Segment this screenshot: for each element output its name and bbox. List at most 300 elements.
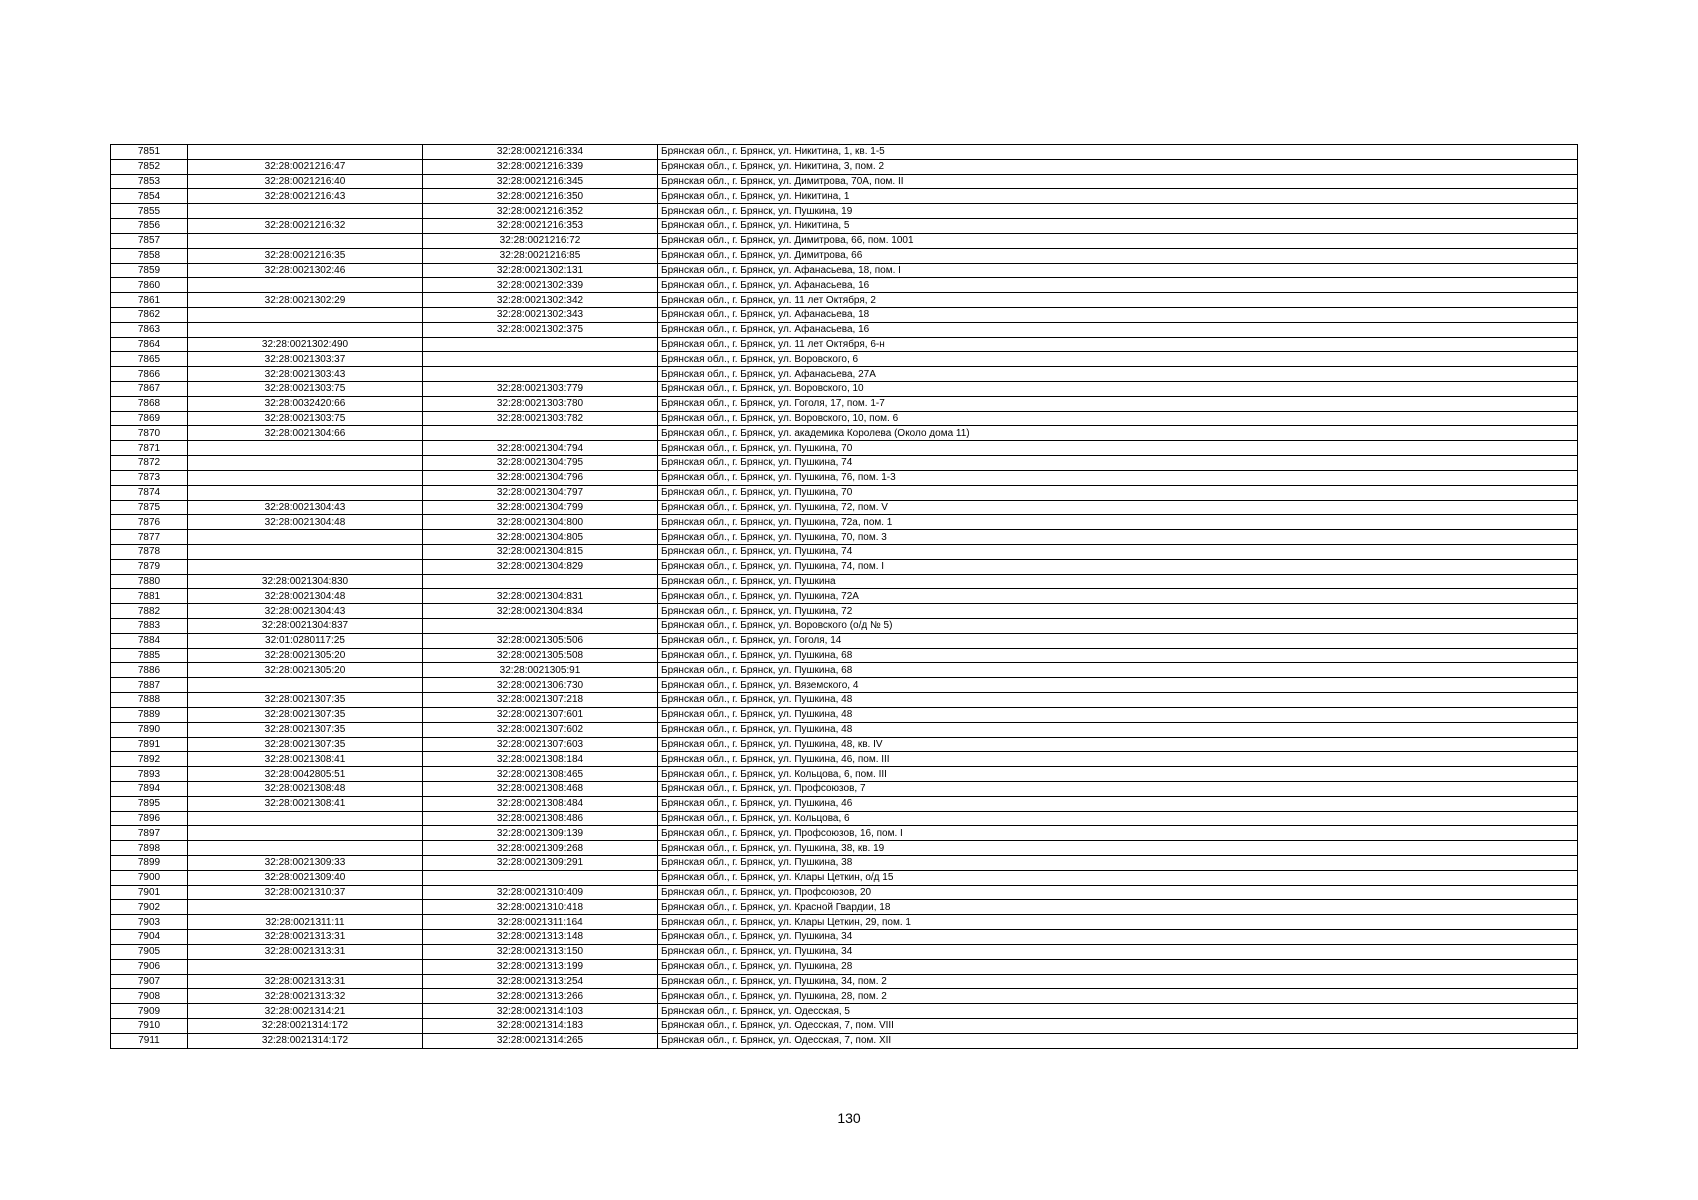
cadastral-number-cell: 32:28:0021216:43 [188, 189, 423, 204]
object-cadastral-number-cell [423, 870, 658, 885]
row-number-cell: 7855 [111, 204, 188, 219]
object-cadastral-number-cell: 32:28:0021216:352 [423, 204, 658, 219]
address-cell: Брянская обл., г. Брянск, ул. Пушкина, 48 [658, 722, 1578, 737]
table-row [111, 204, 1578, 219]
object-cadastral-number-cell: 32:28:0021308:486 [423, 811, 658, 826]
table-row [111, 337, 1578, 352]
cadastral-number-cell: 32:28:0021311:11 [188, 915, 423, 930]
table-row [111, 396, 1578, 411]
address-cell: Брянская обл., г. Брянск, ул. Пушкина, 46 [658, 796, 1578, 811]
object-cadastral-number-cell: 32:28:0021216:85 [423, 248, 658, 263]
object-cadastral-number-cell: 32:28:0021216:339 [423, 159, 658, 174]
row-number-cell: 7907 [111, 974, 188, 989]
object-cadastral-number-cell [423, 352, 658, 367]
address-cell: Брянская обл., г. Брянск, ул. Пушкина, 72, пом. V [658, 500, 1578, 515]
cadastral-number-cell: 32:28:0021308:48 [188, 781, 423, 796]
object-cadastral-number-cell: 32:28:0021304:795 [423, 456, 658, 471]
address-cell: Брянская обл., г. Брянск, ул. Пушкина, 34, пом. 2 [658, 974, 1578, 989]
table-row [111, 752, 1578, 767]
object-cadastral-number-cell: 32:28:0021304:800 [423, 515, 658, 530]
object-cadastral-number-cell: 32:28:0021310:409 [423, 885, 658, 900]
row-number-cell: 7888 [111, 693, 188, 708]
table-row [111, 382, 1578, 397]
cadastral-number-cell: 32:28:0021309:33 [188, 856, 423, 871]
address-cell: Брянская обл., г. Брянск, ул. 11 лет Октября, 6-н [658, 337, 1578, 352]
cadastral-number-cell [188, 826, 423, 841]
cadastral-number-cell: 32:01:0280117:25 [188, 633, 423, 648]
row-number-cell: 7880 [111, 574, 188, 589]
page-number: 130 [837, 1110, 861, 1126]
cadastral-number-cell [188, 811, 423, 826]
cadastral-number-cell: 32:28:0021216:47 [188, 159, 423, 174]
row-number-cell: 7904 [111, 930, 188, 945]
address-cell: Брянская обл., г. Брянск, ул. Пушкина, 46, пом. III [658, 752, 1578, 767]
address-cell: Брянская обл., г. Брянск, ул. Пушкина, 74, пом. I [658, 559, 1578, 574]
object-cadastral-number-cell: 32:28:0021304:815 [423, 544, 658, 559]
table-row [111, 1004, 1578, 1019]
object-cadastral-number-cell: 32:28:0021216:345 [423, 174, 658, 189]
object-cadastral-number-cell: 32:28:0021314:183 [423, 1018, 658, 1033]
table-row [111, 678, 1578, 693]
cadastral-number-cell: 32:28:0021302:29 [188, 293, 423, 308]
row-number-cell: 7905 [111, 944, 188, 959]
table-row [111, 470, 1578, 485]
object-cadastral-number-cell: 32:28:0021314:265 [423, 1033, 658, 1048]
address-cell: Брянская обл., г. Брянск, ул. Афанасьева, 18 [658, 307, 1578, 322]
address-cell: Брянская обл., г. Брянск, ул. Одесская, 5 [658, 1004, 1578, 1019]
cadastral-number-cell: 32:28:0021304:830 [188, 574, 423, 589]
row-number-cell: 7908 [111, 989, 188, 1004]
row-number-cell: 7899 [111, 856, 188, 871]
object-cadastral-number-cell: 32:28:0021302:131 [423, 263, 658, 278]
row-number-cell: 7870 [111, 426, 188, 441]
table-row [111, 707, 1578, 722]
table-row [111, 930, 1578, 945]
address-cell: Брянская обл., г. Брянск, ул. Афанасьева, 16 [658, 322, 1578, 337]
object-cadastral-number-cell: 32:28:0021313:148 [423, 930, 658, 945]
cadastral-number-cell: 32:28:0021307:35 [188, 707, 423, 722]
cadastral-number-cell: 32:28:0021310:37 [188, 885, 423, 900]
cadastral-number-cell: 32:28:0021309:40 [188, 870, 423, 885]
cadastral-number-cell [188, 959, 423, 974]
cadastral-number-cell: 32:28:0021304:837 [188, 619, 423, 634]
cadastral-number-cell: 32:28:0042805:51 [188, 767, 423, 782]
cadastral-number-cell [188, 278, 423, 293]
row-number-cell: 7866 [111, 367, 188, 382]
cadastral-number-cell: 32:28:0021314:21 [188, 1004, 423, 1019]
address-cell: Брянская обл., г. Брянск, ул. Димитрова, 70А, пом. II [658, 174, 1578, 189]
address-cell: Брянская обл., г. Брянск, ул. Одесская, 7, пом. VIII [658, 1018, 1578, 1033]
row-number-cell: 7889 [111, 707, 188, 722]
object-cadastral-number-cell: 32:28:0021308:484 [423, 796, 658, 811]
table-row [111, 544, 1578, 559]
address-cell: Брянская обл., г. Брянск, ул. Пушкина, 68 [658, 648, 1578, 663]
cadastral-number-cell: 32:28:0021216:40 [188, 174, 423, 189]
table-row [111, 1018, 1578, 1033]
address-cell: Брянская обл., г. Брянск, ул. Пушкина, 76, пом. 1-3 [658, 470, 1578, 485]
address-cell: Брянская обл., г. Брянск, ул. Никитина, 1 [658, 189, 1578, 204]
table-row [111, 233, 1578, 248]
table-row [111, 189, 1578, 204]
table-row [111, 263, 1578, 278]
address-cell: Брянская обл., г. Брянск, ул. Димитрова, 66 [658, 248, 1578, 263]
table-row [111, 293, 1578, 308]
cadastral-number-cell: 32:28:0021216:32 [188, 219, 423, 234]
object-cadastral-number-cell [423, 574, 658, 589]
row-number-cell: 7879 [111, 559, 188, 574]
address-cell: Брянская обл., г. Брянск, ул. Никитина, 3, пом. 2 [658, 159, 1578, 174]
table-row [111, 915, 1578, 930]
object-cadastral-number-cell: 32:28:0021305:506 [423, 633, 658, 648]
registry-table [110, 144, 1578, 1049]
table-row [111, 559, 1578, 574]
address-cell: Брянская обл., г. Брянск, ул. Клары Цеткин, 29, пом. 1 [658, 915, 1578, 930]
table-row [111, 826, 1578, 841]
row-number-cell: 7868 [111, 396, 188, 411]
object-cadastral-number-cell: 32:28:0021307:218 [423, 693, 658, 708]
row-number-cell: 7873 [111, 470, 188, 485]
cadastral-number-cell: 32:28:0021216:35 [188, 248, 423, 263]
cadastral-number-cell [188, 456, 423, 471]
row-number-cell: 7894 [111, 781, 188, 796]
cadastral-number-cell: 32:28:0021305:20 [188, 663, 423, 678]
object-cadastral-number-cell: 32:28:0021304:794 [423, 441, 658, 456]
table-row [111, 219, 1578, 234]
row-number-cell: 7861 [111, 293, 188, 308]
cadastral-number-cell: 32:28:0021307:35 [188, 693, 423, 708]
row-number-cell: 7911 [111, 1033, 188, 1048]
row-number-cell: 7869 [111, 411, 188, 426]
table-row [111, 796, 1578, 811]
cadastral-number-cell [188, 544, 423, 559]
address-cell: Брянская обл., г. Брянск, ул. Пушкина, 48 [658, 707, 1578, 722]
object-cadastral-number-cell: 32:28:0021216:350 [423, 189, 658, 204]
row-number-cell: 7901 [111, 885, 188, 900]
table-row [111, 248, 1578, 263]
table-row [111, 989, 1578, 1004]
address-cell: Брянская обл., г. Брянск, ул. Пушкина, 70 [658, 485, 1578, 500]
object-cadastral-number-cell: 32:28:0021310:418 [423, 900, 658, 915]
cadastral-number-cell [188, 204, 423, 219]
row-number-cell: 7884 [111, 633, 188, 648]
cadastral-number-cell [188, 145, 423, 160]
table-row [111, 767, 1578, 782]
row-number-cell: 7891 [111, 737, 188, 752]
row-number-cell: 7852 [111, 159, 188, 174]
cadastral-number-cell: 32:28:0021314:172 [188, 1018, 423, 1033]
address-cell: Брянская обл., г. Брянск, ул. Пушкина, 72 [658, 604, 1578, 619]
table-row [111, 870, 1578, 885]
address-cell: Брянская обл., г. Брянск, ул. Пушкина, 34 [658, 944, 1578, 959]
cadastral-number-cell: 32:28:0021304:48 [188, 515, 423, 530]
object-cadastral-number-cell: 32:28:0021304:831 [423, 589, 658, 604]
object-cadastral-number-cell: 32:28:0021216:334 [423, 145, 658, 160]
row-number-cell: 7865 [111, 352, 188, 367]
row-number-cell: 7896 [111, 811, 188, 826]
table-row [111, 456, 1578, 471]
object-cadastral-number-cell [423, 367, 658, 382]
table-row [111, 426, 1578, 441]
row-number-cell: 7883 [111, 619, 188, 634]
address-cell: Брянская обл., г. Брянск, ул. Пушкина, 70 [658, 441, 1578, 456]
table-row [111, 159, 1578, 174]
table-row [111, 485, 1578, 500]
row-number-cell: 7863 [111, 322, 188, 337]
address-cell: Брянская обл., г. Брянск, ул. Пушкина, 72а, пом. 1 [658, 515, 1578, 530]
table-row [111, 841, 1578, 856]
table-row [111, 648, 1578, 663]
row-number-cell: 7858 [111, 248, 188, 263]
row-number-cell: 7902 [111, 900, 188, 915]
cadastral-number-cell [188, 841, 423, 856]
object-cadastral-number-cell: 32:28:0021305:508 [423, 648, 658, 663]
cadastral-number-cell [188, 307, 423, 322]
table-row [111, 663, 1578, 678]
object-cadastral-number-cell: 32:28:0021313:150 [423, 944, 658, 959]
cadastral-number-cell: 32:28:0021304:43 [188, 500, 423, 515]
address-cell: Брянская обл., г. Брянск, ул. Пушкина, 48 [658, 693, 1578, 708]
object-cadastral-number-cell: 32:28:0021314:103 [423, 1004, 658, 1019]
table-row [111, 619, 1578, 634]
object-cadastral-number-cell: 32:28:0021304:829 [423, 559, 658, 574]
address-cell: Брянская обл., г. Брянск, ул. Одесская, 7, пом. XII [658, 1033, 1578, 1048]
address-cell: Брянская обл., г. Брянск, ул. Профсоюзов, 7 [658, 781, 1578, 796]
table-row [111, 307, 1578, 322]
cadastral-number-cell: 32:28:0021303:37 [188, 352, 423, 367]
cadastral-number-cell [188, 678, 423, 693]
object-cadastral-number-cell: 32:28:0021308:184 [423, 752, 658, 767]
cadastral-number-cell: 32:28:0021304:66 [188, 426, 423, 441]
cadastral-number-cell: 32:28:0021307:35 [188, 737, 423, 752]
registry-table-body [111, 145, 1578, 1049]
address-cell: Брянская обл., г. Брянск, ул. Гоголя, 17, пом. 1-7 [658, 396, 1578, 411]
table-row [111, 367, 1578, 382]
table-row [111, 781, 1578, 796]
row-number-cell: 7895 [111, 796, 188, 811]
address-cell: Брянская обл., г. Брянск, ул. Гоголя, 14 [658, 633, 1578, 648]
row-number-cell: 7881 [111, 589, 188, 604]
row-number-cell: 7854 [111, 189, 188, 204]
row-number-cell: 7851 [111, 145, 188, 160]
object-cadastral-number-cell: 32:28:0021311:164 [423, 915, 658, 930]
row-number-cell: 7897 [111, 826, 188, 841]
row-number-cell: 7900 [111, 870, 188, 885]
row-number-cell: 7906 [111, 959, 188, 974]
row-number-cell: 7857 [111, 233, 188, 248]
row-number-cell: 7878 [111, 544, 188, 559]
table-row [111, 633, 1578, 648]
address-cell: Брянская обл., г. Брянск, ул. Димитрова, 66, пом. 1001 [658, 233, 1578, 248]
object-cadastral-number-cell: 32:28:0021303:779 [423, 382, 658, 397]
address-cell: Брянская обл., г. Брянск, ул. Пушкина, 72А [658, 589, 1578, 604]
address-cell: Брянская обл., г. Брянск, ул. Пушкина, 28 [658, 959, 1578, 974]
row-number-cell: 7874 [111, 485, 188, 500]
cadastral-number-cell: 32:28:0021313:32 [188, 989, 423, 1004]
address-cell: Брянская обл., г. Брянск, ул. Пушкина [658, 574, 1578, 589]
row-number-cell: 7909 [111, 1004, 188, 1019]
row-number-cell: 7890 [111, 722, 188, 737]
object-cadastral-number-cell: 32:28:0021304:797 [423, 485, 658, 500]
table-row [111, 856, 1578, 871]
address-cell: Брянская обл., г. Брянск, ул. Никитина, 5 [658, 219, 1578, 234]
object-cadastral-number-cell: 32:28:0021302:343 [423, 307, 658, 322]
object-cadastral-number-cell: 32:28:0021304:799 [423, 500, 658, 515]
row-number-cell: 7875 [111, 500, 188, 515]
table-row [111, 441, 1578, 456]
cadastral-number-cell: 32:28:0021303:43 [188, 367, 423, 382]
cadastral-number-cell: 32:28:0021305:20 [188, 648, 423, 663]
cadastral-number-cell [188, 559, 423, 574]
table-row [111, 145, 1578, 160]
table-row [111, 737, 1578, 752]
row-number-cell: 7859 [111, 263, 188, 278]
address-cell: Брянская обл., г. Брянск, ул. Пушкина, 28, пом. 2 [658, 989, 1578, 1004]
object-cadastral-number-cell: 32:28:0021303:782 [423, 411, 658, 426]
object-cadastral-number-cell: 32:28:0021313:266 [423, 989, 658, 1004]
address-cell: Брянская обл., г. Брянск, ул. Афанасьева, 27А [658, 367, 1578, 382]
row-number-cell: 7885 [111, 648, 188, 663]
object-cadastral-number-cell: 32:28:0021305:91 [423, 663, 658, 678]
address-cell: Брянская обл., г. Брянск, ул. Пушкина, 74 [658, 456, 1578, 471]
address-cell: Брянская обл., г. Брянск, ул. Пушкина, 68 [658, 663, 1578, 678]
address-cell: Брянская обл., г. Брянск, ул. Профсоюзов, 16, пом. I [658, 826, 1578, 841]
table-row [111, 589, 1578, 604]
row-number-cell: 7877 [111, 530, 188, 545]
row-number-cell: 7867 [111, 382, 188, 397]
cadastral-number-cell: 32:28:0021303:75 [188, 411, 423, 426]
table-row [111, 574, 1578, 589]
cadastral-number-cell: 32:28:0021307:35 [188, 722, 423, 737]
object-cadastral-number-cell [423, 619, 658, 634]
row-number-cell: 7882 [111, 604, 188, 619]
cadastral-number-cell: 32:28:0021308:41 [188, 796, 423, 811]
row-number-cell: 7856 [111, 219, 188, 234]
cadastral-number-cell [188, 900, 423, 915]
address-cell: Брянская обл., г. Брянск, ул. Воровского (о/д № 5) [658, 619, 1578, 634]
row-number-cell: 7903 [111, 915, 188, 930]
row-number-cell: 7910 [111, 1018, 188, 1033]
address-cell: Брянская обл., г. Брянск, ул. Пушкина, 38 [658, 856, 1578, 871]
cadastral-number-cell: 32:28:0021313:31 [188, 930, 423, 945]
cadastral-number-cell: 32:28:0021304:48 [188, 589, 423, 604]
object-cadastral-number-cell: 32:28:0021302:342 [423, 293, 658, 308]
address-cell: Брянская обл., г. Брянск, ул. Клары Цеткин, о/д 15 [658, 870, 1578, 885]
address-cell: Брянская обл., г. Брянск, ул. Пушкина, 34 [658, 930, 1578, 945]
address-cell: Брянская обл., г. Брянск, ул. Пушкина, 38, кв. 19 [658, 841, 1578, 856]
cadastral-number-cell [188, 470, 423, 485]
object-cadastral-number-cell: 32:28:0021304:796 [423, 470, 658, 485]
address-cell: Брянская обл., г. Брянск, ул. Вяземского, 4 [658, 678, 1578, 693]
row-number-cell: 7887 [111, 678, 188, 693]
table-row [111, 944, 1578, 959]
address-cell: Брянская обл., г. Брянск, ул. Пушкина, 48, кв. IV [658, 737, 1578, 752]
address-cell: Брянская обл., г. Брянск, ул. Кольцова, 6 [658, 811, 1578, 826]
row-number-cell: 7862 [111, 307, 188, 322]
table-row [111, 174, 1578, 189]
object-cadastral-number-cell: 32:28:0021308:465 [423, 767, 658, 782]
cadastral-number-cell [188, 441, 423, 456]
object-cadastral-number-cell: 32:28:0021308:468 [423, 781, 658, 796]
row-number-cell: 7864 [111, 337, 188, 352]
cadastral-number-cell: 32:28:0021314:172 [188, 1033, 423, 1048]
object-cadastral-number-cell: 32:28:0021303:780 [423, 396, 658, 411]
cadastral-number-cell: 32:28:0021302:46 [188, 263, 423, 278]
object-cadastral-number-cell: 32:28:0021216:72 [423, 233, 658, 248]
address-cell: Брянская обл., г. Брянск, ул. Пушкина, 19 [658, 204, 1578, 219]
address-cell: Брянская обл., г. Брянск, ул. Воровского, 10, пом. 6 [658, 411, 1578, 426]
address-cell: Брянская обл., г. Брянск, ул. 11 лет Октября, 2 [658, 293, 1578, 308]
object-cadastral-number-cell: 32:28:0021306:730 [423, 678, 658, 693]
object-cadastral-number-cell: 32:28:0021307:601 [423, 707, 658, 722]
table-row [111, 974, 1578, 989]
table-row [111, 278, 1578, 293]
table-row [111, 322, 1578, 337]
table-row [111, 604, 1578, 619]
address-cell: Брянская обл., г. Брянск, ул. Афанасьева, 16 [658, 278, 1578, 293]
row-number-cell: 7886 [111, 663, 188, 678]
table-row [111, 900, 1578, 915]
object-cadastral-number-cell: 32:28:0021309:291 [423, 856, 658, 871]
address-cell: Брянская обл., г. Брянск, ул. Пушкина, 74 [658, 544, 1578, 559]
object-cadastral-number-cell: 32:28:0021313:254 [423, 974, 658, 989]
table-row [111, 352, 1578, 367]
cadastral-number-cell [188, 485, 423, 500]
object-cadastral-number-cell: 32:28:0021302:375 [423, 322, 658, 337]
cadastral-number-cell [188, 322, 423, 337]
cadastral-number-cell: 32:28:0021303:75 [188, 382, 423, 397]
address-cell: Брянская обл., г. Брянск, ул. Воровского, 10 [658, 382, 1578, 397]
object-cadastral-number-cell [423, 337, 658, 352]
table-row [111, 500, 1578, 515]
address-cell: Брянская обл., г. Брянск, ул. Профсоюзов, 20 [658, 885, 1578, 900]
table-row [111, 1033, 1578, 1048]
object-cadastral-number-cell: 32:28:0021304:805 [423, 530, 658, 545]
row-number-cell: 7892 [111, 752, 188, 767]
object-cadastral-number-cell: 32:28:0021307:603 [423, 737, 658, 752]
object-cadastral-number-cell: 32:28:0021304:834 [423, 604, 658, 619]
row-number-cell: 7871 [111, 441, 188, 456]
row-number-cell: 7893 [111, 767, 188, 782]
table-row [111, 959, 1578, 974]
address-cell: Брянская обл., г. Брянск, ул. Воровского, 6 [658, 352, 1578, 367]
address-cell: Брянская обл., г. Брянск, ул. Афанасьева, 18, пом. I [658, 263, 1578, 278]
table-row [111, 530, 1578, 545]
cadastral-number-cell: 32:28:0021302:490 [188, 337, 423, 352]
cadastral-number-cell: 32:28:0021308:41 [188, 752, 423, 767]
table-row [111, 515, 1578, 530]
row-number-cell: 7872 [111, 456, 188, 471]
cadastral-number-cell [188, 530, 423, 545]
address-cell: Брянская обл., г. Брянск, ул. Никитина, 1, кв. 1-5 [658, 145, 1578, 160]
object-cadastral-number-cell: 32:28:0021216:353 [423, 219, 658, 234]
object-cadastral-number-cell: 32:28:0021313:199 [423, 959, 658, 974]
cadastral-number-cell: 32:28:0021313:31 [188, 974, 423, 989]
address-cell: Брянская обл., г. Брянск, ул. академика Королева (Около дома 11) [658, 426, 1578, 441]
address-cell: Брянская обл., г. Брянск, ул. Пушкина, 70, пом. 3 [658, 530, 1578, 545]
object-cadastral-number-cell: 32:28:0021309:139 [423, 826, 658, 841]
row-number-cell: 7853 [111, 174, 188, 189]
object-cadastral-number-cell: 32:28:0021302:339 [423, 278, 658, 293]
table-row [111, 885, 1578, 900]
row-number-cell: 7860 [111, 278, 188, 293]
cadastral-number-cell [188, 233, 423, 248]
cadastral-number-cell: 32:28:0032420:66 [188, 396, 423, 411]
table-row [111, 722, 1578, 737]
cadastral-number-cell: 32:28:0021304:43 [188, 604, 423, 619]
table-row [111, 693, 1578, 708]
table-row [111, 811, 1578, 826]
table-row [111, 411, 1578, 426]
